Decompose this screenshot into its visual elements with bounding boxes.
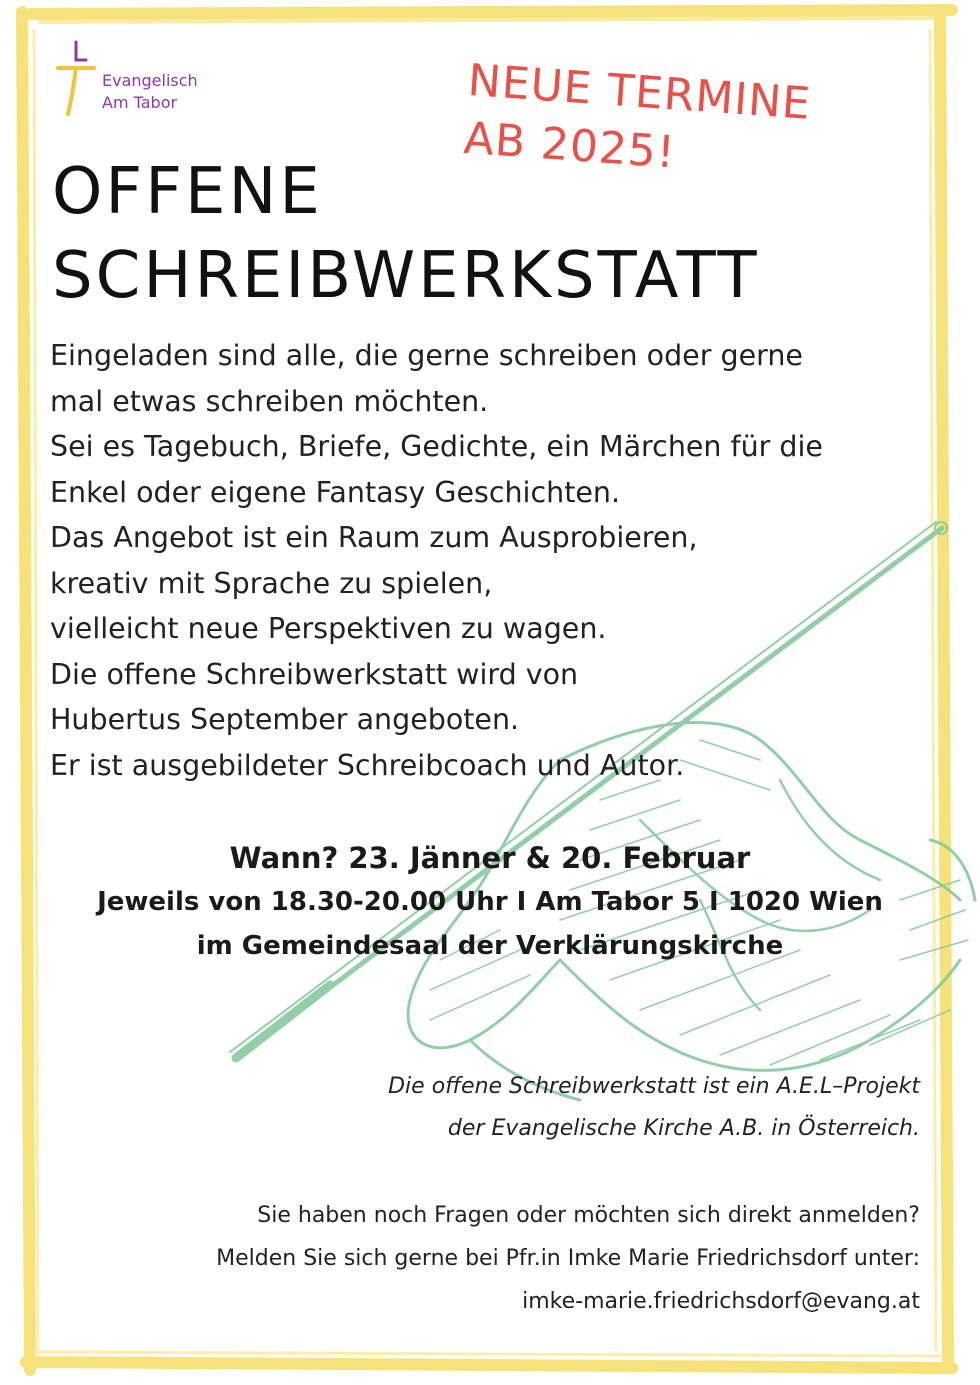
project-note: [220, 1066, 920, 1150]
cross-icon: [56, 38, 96, 118]
announcement-line-2: AB 2025!: [462, 112, 678, 179]
event-details: [0, 836, 980, 968]
project-line-2: der Evangelische Kirche A.B. in Österreich.: [447, 1116, 920, 1141]
title-line-2: SCHREIBWERKSTATT: [52, 239, 760, 313]
church-logo: [56, 38, 256, 118]
description-line: vielleicht neue Perspektiven zu wagen.: [50, 612, 607, 645]
announcement-line-1: NEUE TERMINE: [466, 54, 813, 130]
logo-line-2: Am Tabor: [102, 93, 178, 112]
description: [50, 333, 930, 788]
description-line: Enkel oder eigene Fantasy Geschichten.: [50, 475, 621, 509]
contact-info: [60, 1194, 920, 1323]
description-line: Sei es Tagebuch, Briefe, Gedichte, ein Märchen für die: [50, 430, 823, 463]
event-time-place: Jeweils von 18.30-20.00 Uhr I Am Tabor 5 I 1020 Wien: [97, 887, 883, 917]
description-line: mal etwas schreiben möchten.: [50, 384, 489, 418]
description-line: Die offene Schreibwerkstatt wird von: [50, 657, 579, 691]
logo-wordmark: [102, 70, 198, 114]
description-line: Er ist ausgebildeter Schreibcoach und Autor.: [50, 748, 685, 782]
project-line-1: Die offene Schreibwerkstatt ist ein A.E.L–Projekt: [388, 1074, 920, 1099]
logo-line-1: Evangelisch: [102, 71, 198, 90]
contact-person: Melden Sie sich gerne bei Pfr.in Imke Marie Friedrichsdorf unter:: [216, 1246, 920, 1271]
title-line-1: OFFENE: [52, 155, 323, 229]
description-line: Eingeladen sind alle, die gerne schreiben oder gerne: [50, 339, 803, 372]
description-line: Hubertus September angeboten.: [50, 703, 520, 736]
page-title: [52, 150, 932, 318]
description-line: Das Angebot ist ein Raum zum Ausprobieren,: [50, 521, 698, 554]
contact-email[interactable]: imke-marie.friedrichsdorf@evang.at: [522, 1289, 920, 1314]
contact-question: Sie haben noch Fragen oder möchten sich direkt anmelden?: [257, 1203, 920, 1228]
event-dates: Wann? 23. Jänner & 20. Februar: [229, 841, 751, 875]
event-venue: im Gemeindesaal der Verklärungskirche: [196, 931, 784, 961]
description-line: kreativ mit Sprache zu spielen,: [50, 566, 493, 600]
